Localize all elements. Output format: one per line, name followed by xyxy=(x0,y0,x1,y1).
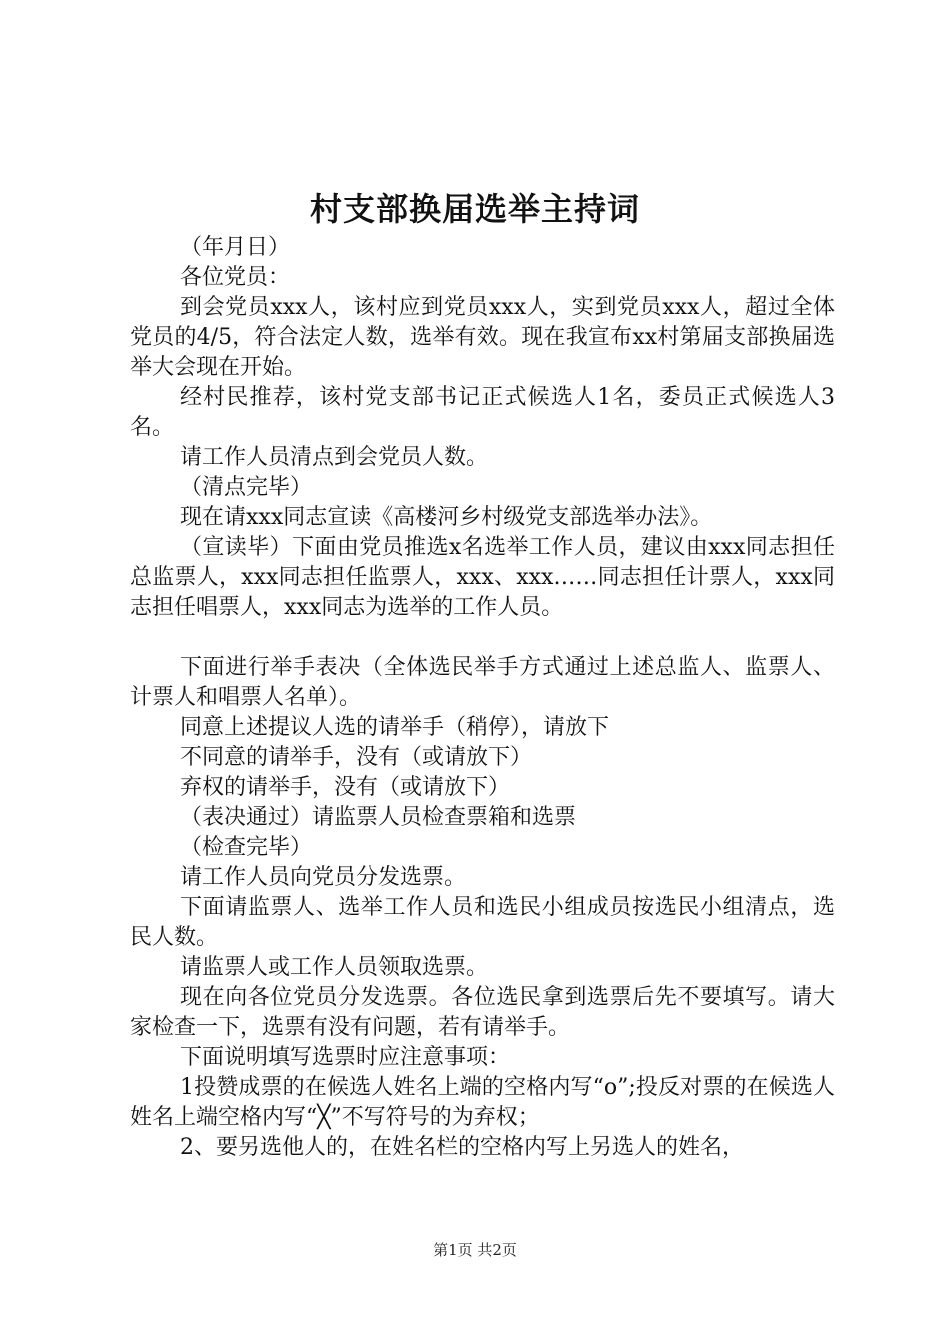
paragraph: 现在请xxx同志宣读《高楼河乡村级党支部选举办法》。 xyxy=(180,505,713,530)
paragraph: （宣读毕）下面由党员推选x名选举工作人员，建议由xxx同志担任总监票人，xxx同志担任监票人，xxx、xxx……同志担任计票人，xxx同志担任唱票人，xxx同志为选举的工作人员。 xyxy=(130,535,835,620)
paragraph: 经村民推荐，该村党支部书记正式候选人1名，委员正式候选人3名。 xyxy=(130,385,835,440)
paragraph: 请工作人员向党员分发选票。 xyxy=(180,865,467,890)
paragraph: （清点完毕） xyxy=(180,475,313,500)
paragraph: 同意上述提议人选的请举手（稍停），请放下 xyxy=(180,715,610,740)
paragraph: 弃权的请举手，没有（或请放下） xyxy=(180,775,511,800)
paragraph: 不同意的请举手，没有（或请放下） xyxy=(180,745,533,770)
paragraph: 下面说明填写选票时应注意事项： xyxy=(180,1045,511,1070)
paragraph: （年月日） xyxy=(180,235,291,260)
paragraph: 请工作人员清点到会党员人数。 xyxy=(180,445,489,470)
paragraph: 请监票人或工作人员领取选票。 xyxy=(180,955,489,980)
document-body xyxy=(130,233,835,1163)
paragraph: 下面进行举手表决（全体选民举手方式通过上述总监人、监票人、计票人和唱票人名单）。 xyxy=(130,655,835,710)
paragraph: 1投赞成票的在候选人姓名上端的空格内写“o”;投反对票的在候选人姓名上端空格内写“╳”不写符号的为弃权； xyxy=(130,1075,835,1130)
paragraph: 现在向各位党员分发选票。各位选民拿到选票后先不要填写。请大家检查一下，选票有没有问题，若有请举手。 xyxy=(130,985,835,1040)
page-number-footer: 第1页 共2页 xyxy=(433,1241,517,1259)
paragraph: 2、要另选他人的，在姓名栏的空格内写上另选人的姓名， xyxy=(180,1135,744,1160)
paragraph: 各位党员： xyxy=(180,265,291,290)
document-title: 村支部换届选举主持词 xyxy=(309,190,640,228)
paragraph: （检查完毕） xyxy=(180,835,313,860)
paragraph: （表决通过）请监票人员检查票箱和选票 xyxy=(180,805,577,830)
paragraph: 到会党员xxx人，该村应到党员xxx人，实到党员xxx人，超过全体党员的4/5，符合法定人数，选举有效。现在我宣布xx村第届支部换届选举大会现在开始。 xyxy=(130,295,835,380)
paragraph: 下面请监票人、选举工作人员和选民小组成员按选民小组清点，选民人数。 xyxy=(130,895,835,950)
